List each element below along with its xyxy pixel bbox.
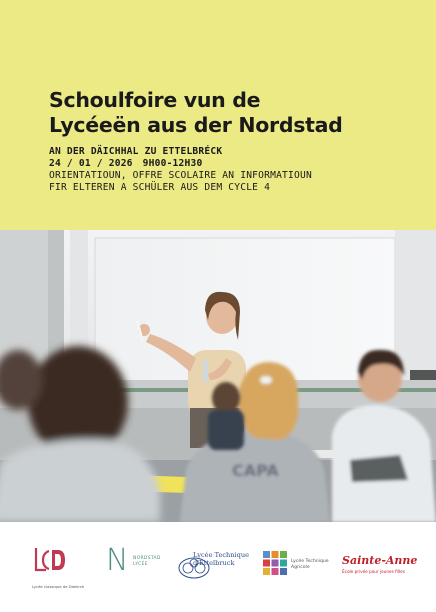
event-time: 9H00-12H30 <box>142 158 203 169</box>
event-info <box>49 146 429 194</box>
nordstad-lycee-logo <box>106 543 166 586</box>
classroom-photo <box>0 230 436 522</box>
sainte-anne-name: Sainte-Anne <box>342 554 418 567</box>
title-line-2: Lycéeën aus der Nordstad <box>49 113 343 137</box>
ltett-logo <box>177 544 253 584</box>
nordstad-mark: N <box>106 543 129 578</box>
lta-grid-icon <box>262 550 288 576</box>
poster-header <box>0 0 436 230</box>
event-description-1: ORIENTATIOUN, OFFRE SCOLAIRE AN INFORMATIOUN <box>49 170 312 181</box>
event-venue: AN DER DÄICHHAL ZU ETTELBRÉCK <box>49 146 223 157</box>
ltett-line-2: d'Ettelbruck <box>193 559 235 567</box>
sainte-anne-logo <box>340 554 422 584</box>
event-description-2: FIR ELTEREN A SCHÜLER AUS DEM CYCLE 4 <box>49 182 271 193</box>
ltett-emblem-icon <box>177 554 211 580</box>
lta-line-2: Agricole <box>291 565 310 570</box>
lcd-logo <box>32 544 92 602</box>
title-line-1: Schoulfoire vun de <box>49 88 261 112</box>
event-date: 24 / 01 / 2026 <box>49 158 133 169</box>
nordstad-line-2: LYCÉE <box>133 562 148 567</box>
student-back <box>208 382 244 450</box>
event-date-time <box>49 158 429 170</box>
lta-line-1: Lycée Technique <box>291 559 329 564</box>
sainte-anne-tagline: École privée pour jeunes filles <box>342 569 405 574</box>
lcd-mark-icon <box>32 544 68 576</box>
partner-logos <box>0 522 436 612</box>
lcd-caption: Lycée classique de Diekirch <box>32 584 85 589</box>
ltett-line-1: Lycée Technique <box>193 551 250 559</box>
nordstad-line-1: NORDSTAD <box>133 556 161 561</box>
poster-title <box>49 88 429 138</box>
classroom-illustration <box>0 230 436 522</box>
sweater-text: CAPA <box>232 461 279 480</box>
lta-logo <box>262 550 334 582</box>
